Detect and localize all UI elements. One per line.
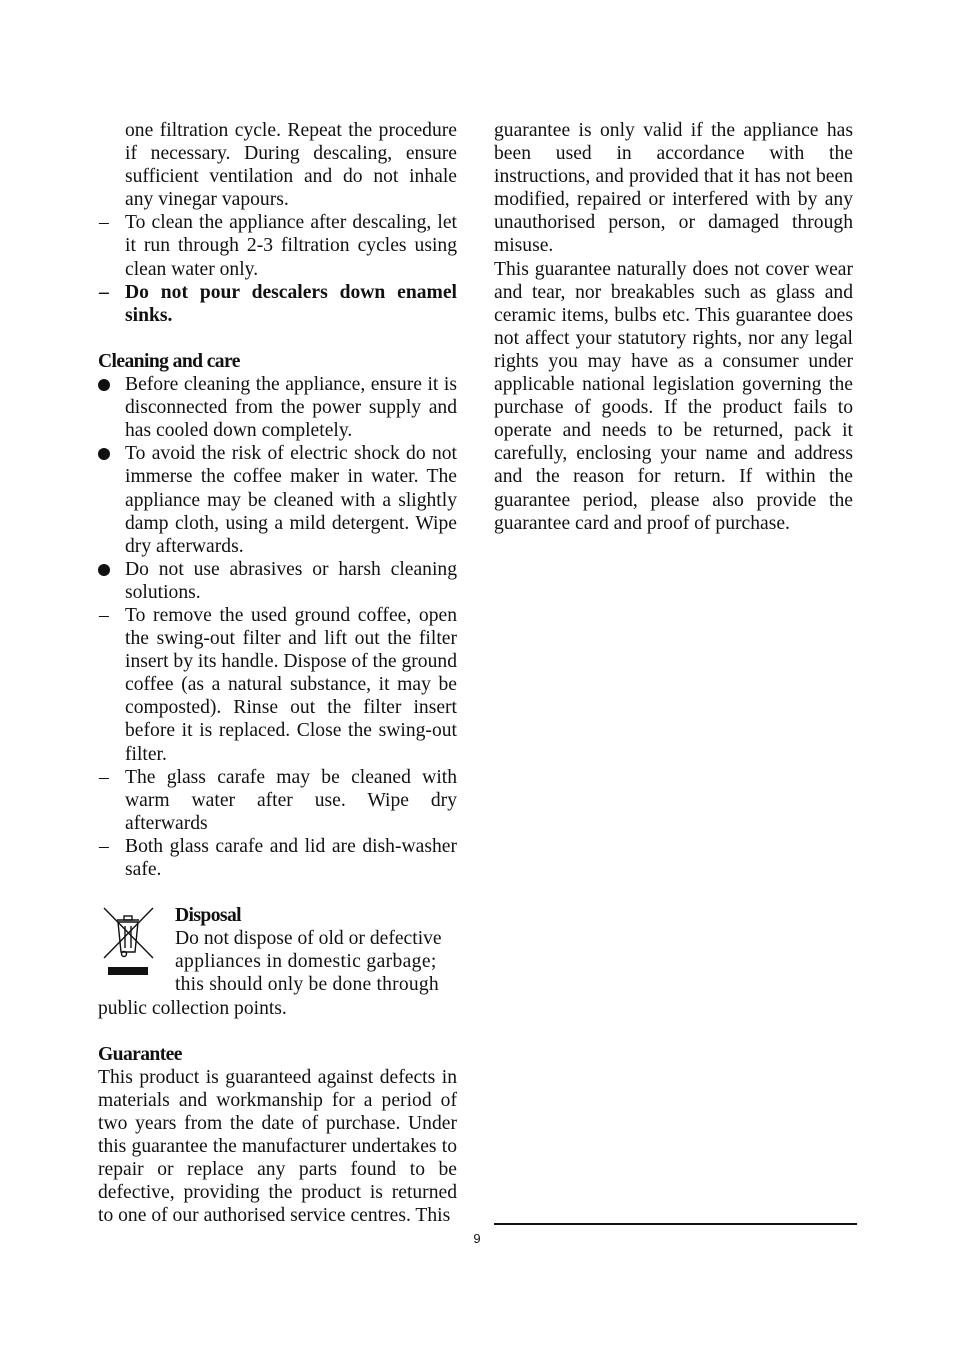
bullet-icon xyxy=(98,379,110,391)
bullet-item xyxy=(98,442,457,557)
guarantee-continued-text: guarantee is only valid if the appliance has been used in accordance with the instructions, and provided that it has not been modified, repaired or interfered with by any unauthorised person, or damaged through misuse. xyxy=(494,120,853,257)
disposal-heading: Disposal xyxy=(175,905,241,927)
bullet-icon xyxy=(98,448,110,460)
right-column xyxy=(494,119,853,535)
warning-text: Do not pour descalers down enamel sinks. xyxy=(125,281,457,326)
list-item xyxy=(98,604,457,766)
bullet-item xyxy=(98,558,457,604)
list-item xyxy=(98,211,457,280)
bullet-icon xyxy=(98,564,110,576)
disposal-line: this should only be done through xyxy=(175,974,439,996)
cleaning-heading: Cleaning and care xyxy=(98,350,240,372)
disposal-line: Do not dispose of old or defective xyxy=(175,928,442,950)
warning-item xyxy=(98,281,457,327)
dash-marker: – xyxy=(99,212,109,234)
dash-marker: – xyxy=(99,766,109,788)
left-column xyxy=(98,119,457,1228)
disposal-line: appliances in domestic garbage; xyxy=(175,951,437,973)
dash-marker: – xyxy=(99,281,109,303)
crossed-out-wheelie-bin-icon xyxy=(98,906,158,978)
descaling-continued-text: one filtration cycle. Repeat the procedure if necessary. During descaling, ensure sufficient ventilation and do not inhale any vinegar vapours. xyxy=(125,120,457,211)
bullet-item xyxy=(98,373,457,442)
bullet-text: Do not use abrasives or harsh cleaning solutions. xyxy=(125,558,457,603)
disposal-line: public collection points. xyxy=(98,997,287,1019)
guarantee-coverage-text: This guarantee naturally does not cover wear and tear, nor breakables such as glass and ceramic items, bulbs etc. This guarantee does not affect your statutory rights, nor any legal rights you may have as a consumer under applicable national legislation governing the purchase of goods. If the product fails to operate and needs to be returned, pack it carefully, enclosing your name and address and the reason for return. If within the guarantee period, please also provide the guarantee card and proof of purchase. xyxy=(494,258,853,534)
list-item-text: Both glass carafe and lid are dish-washer safe. xyxy=(125,835,457,880)
bullet-text: Before cleaning the appliance, ensure it is disconnected from the power supply and has cooled down completely. xyxy=(125,374,457,442)
bullet-text: To avoid the risk of electric shock do not immerse the coffee maker in water. The appliance may be cleaned with a slightly damp cloth, using a mild detergent. Wipe dry afterwards. xyxy=(125,443,457,557)
footer-rule xyxy=(494,1223,857,1225)
list-item xyxy=(98,766,457,835)
page-number: 9 xyxy=(473,1231,481,1246)
list-item xyxy=(98,835,457,881)
list-item-text: To remove the used ground coffee, open the swing-out filter and lift out the filter insert by its handle. Dispose of the ground coffee (as a natural substance, it may be composted). Rinse out the filter insert before it is replaced. Close the swing-out filter. xyxy=(125,604,457,765)
guarantee-heading: Guarantee xyxy=(98,1043,182,1065)
dash-marker: – xyxy=(99,835,109,857)
list-item-text: The glass carafe may be cleaned with warm water after use. Wipe dry afterwards xyxy=(125,766,457,834)
dash-marker: – xyxy=(99,604,109,626)
guarantee-text: This product is guaranteed against defects in materials and workmanship for a period of two years from the date of purchase. Under this guarantee the manufacturer undertakes to repair or replace any parts found to be defective, providing the product is returned to one of our authorised service centres. This xyxy=(98,1066,457,1227)
list-item-text: To clean the appliance after descaling, let it run through 2-3 filtration cycles using clean water only. xyxy=(125,212,457,280)
disposal-section xyxy=(98,904,457,1019)
